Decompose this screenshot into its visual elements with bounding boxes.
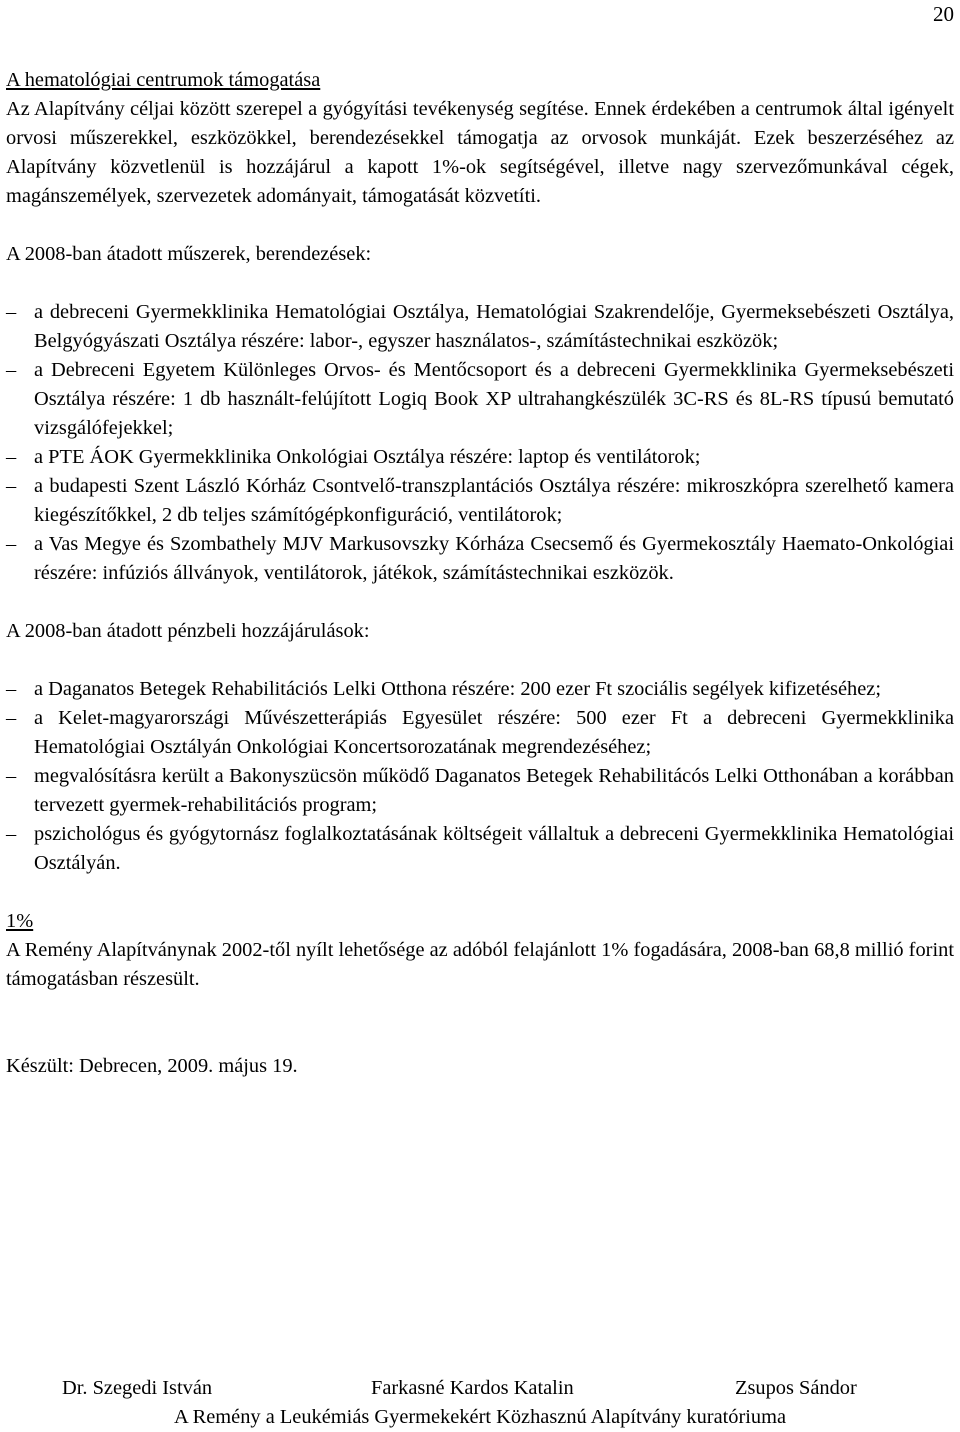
signature-name: Dr. Szegedi István bbox=[62, 1377, 213, 1399]
signature-name: Zsupos Sándor bbox=[735, 1377, 857, 1399]
dash-marker: – bbox=[6, 475, 17, 497]
dash-marker: – bbox=[6, 301, 17, 323]
document-body bbox=[6, 66, 954, 1081]
dash-marker: – bbox=[6, 359, 17, 381]
paragraph-foundation-goals: Az Alapítvány céljai között szerepel a gyógyítási tevékenység segítése. Ennek érdekében a centrumok által igényelt orvosi műszerekkel, eszközökkel, berendezésekkel támogatja az orvosok munkáját. Ezek beszerzéséhez az Alapítvány közvetlenül is hozzájárul a kapott 1%-ok segítségével, illetve nagy szervezőmunkával cégek, magánszemélyek, szervezetek adományait, támogatását közvetíti. bbox=[6, 98, 954, 207]
list-item: – megvalósításra került a Bakonyszücsön működő Daganatos Betegek Rehabilitácós Lelki Otthonában a korábban tervezett gyermek-rehabilitációs program; bbox=[6, 762, 954, 820]
dash-marker: – bbox=[6, 678, 17, 700]
signature-name: Farkasné Kardos Katalin bbox=[371, 1377, 574, 1399]
equipment-list bbox=[6, 298, 954, 588]
page-number: 20 bbox=[933, 2, 954, 26]
list-item: – a Vas Megye és Szombathely MJV Markusovszky Kórháza Csecsemő és Gyermekosztály Haemato-Onkológiai részére: infúziós állványok, ventilátorok, játékok, számítástechnikai eszközök. bbox=[6, 530, 954, 588]
date-line: Készült: Debrecen, 2009. május 19. bbox=[6, 1055, 298, 1077]
financial-contributions-list bbox=[6, 675, 954, 878]
paragraph-one-percent: A Remény Alapítványnak 2002-től nyílt lehetősége az adóból felajánlott 1% fogadására, 2008-ban 68,8 millió forint támogatásban részesült. bbox=[6, 939, 954, 990]
dash-marker: – bbox=[6, 707, 17, 729]
signature-block bbox=[0, 1374, 960, 1432]
list-item: – a Debreceni Egyetem Különleges Orvos- és Mentőcsoport és a debreceni Gyermekklinika Gyermeksebészeti Osztálya részére: 1 db használt-felújított Logiq Book XP ultrahangkészülék 3C-RS és 8L-RS típusú bemutató vizsgálófejekkel; bbox=[6, 356, 954, 443]
list-item: – pszichológus és gyógytornász foglalkoztatásának költségeit vállaltuk a debreceni Gyermekklinika Hematológiai Osztályán. bbox=[6, 820, 954, 878]
dash-marker: – bbox=[6, 765, 17, 787]
dash-marker: – bbox=[6, 446, 17, 468]
list-item: – a PTE ÁOK Gyermekklinika Onkológiai Osztálya részére: laptop és ventilátorok; bbox=[6, 443, 954, 472]
section-title-equipment: A 2008-ban átadott műszerek, berendezések: bbox=[6, 243, 372, 265]
board-name: A Remény a Leukémiás Gyermekekért Közhasznú Alapítvány kuratóriuma bbox=[173, 1406, 787, 1428]
section-title-financial: A 2008-ban átadott pénzbeli hozzájárulások: bbox=[6, 620, 370, 642]
list-item: – a Daganatos Betegek Rehabilitációs Lelki Otthona részére: 200 ezer Ft szociális segélyek kifizetéséhez; bbox=[6, 675, 954, 704]
dash-marker: – bbox=[6, 823, 17, 845]
list-item: – a debreceni Gyermekklinika Hematológiai Osztálya, Hematológiai Szakrendelője, Gyermeksebészeti Osztálya, Belgyógyászati Osztálya részére: labor-, egyszer használatos-, számítástechnikai eszközök; bbox=[6, 298, 954, 356]
list-item: – a budapesti Szent László Kórház Csontvelő-transzplantációs Osztálya részére: mikroszkópra szerelhető kamera kiegészítőkkel, 2 db teljes számítógépkonfiguráció, ventilátorok; bbox=[6, 472, 954, 530]
section-title-one-percent: 1% bbox=[6, 910, 34, 932]
signatures-row bbox=[0, 1374, 960, 1403]
section-title-hematology: A hematológiai centrumok támogatása bbox=[6, 69, 321, 91]
list-item: – a Kelet-magyarországi Művészetterápiás Egyesület részére: 500 ezer Ft a debreceni Gyermekklinika Hematológiai Osztályán Onkológiai Koncertsorozatának megrendezéséhez; bbox=[6, 704, 954, 762]
dash-marker: – bbox=[6, 533, 17, 555]
